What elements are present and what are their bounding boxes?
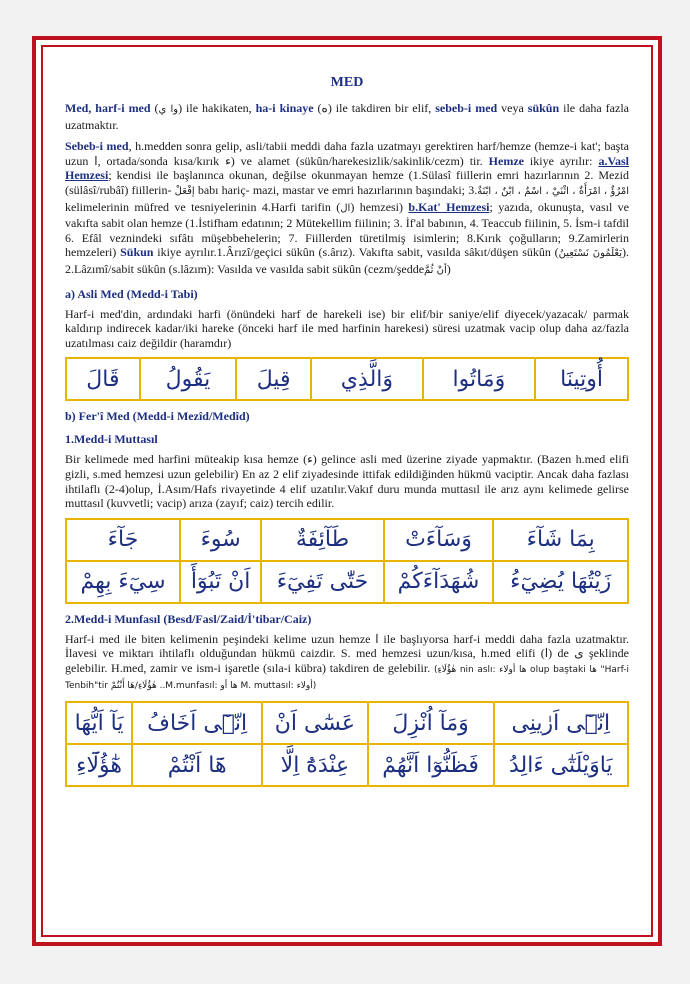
example-cell: يَاوَيْلَتٰٓى ءَالِدُ	[494, 744, 628, 786]
example-cell: قِيلَ	[236, 358, 311, 400]
example-cell: قَالَ	[66, 358, 140, 400]
munfasil-text	[65, 632, 629, 694]
table-row	[66, 519, 628, 561]
sebeb-text: ) hemzesi)	[350, 199, 409, 214]
sebeb-arabic: امْرُؤٌ ، امْرَأَةٌ ، اثْنَيْ ، اسْمٌ ، ابْنٌ ، ابْنَةٌ	[477, 185, 629, 197]
table-row	[66, 561, 628, 603]
muttasil-heading: 1.Medd-i Muttasıl	[65, 432, 158, 447]
example-cell: وَالَّذِي	[311, 358, 422, 400]
example-cell: وَمَآ اُنْزِلَ	[368, 702, 494, 744]
sukun-term: Sükun	[120, 245, 154, 260]
sebeb-arabic: أنْ ثُمَّ	[424, 264, 447, 276]
intro-term: sükûn	[527, 101, 560, 115]
intro-arabic: وا ي	[158, 104, 179, 115]
intro-text: veya	[497, 101, 528, 115]
section-a-heading: a) Asli Med (Medd-i Tabi)	[65, 286, 198, 301]
example-cell: عِنْدَهُٓ اِلَّا	[262, 744, 367, 786]
page-title: MED	[330, 75, 364, 90]
munfasil-text-main: Harf-i med ile biten kelimenin peşindeki kelime uzun hemze ا ile başlıyorsa harf-i meddi daha fazla uzatmaktır. İlavesi ve miktarı ihtilaflı olduğundan hükmü caizdir. S. med hemzesi uzun/kısa, h.med elifi (ا) de ى şeklinde gelebilir. H.med, zamir ve ism-i işaretle (sıla-i kübra) takdiren de gelebilir.	[65, 631, 630, 675]
munfasil-table	[65, 701, 629, 787]
kat-term: b.Kat' Hemzesi	[408, 199, 490, 214]
example-cell: اِنّٖٓى اَخَافُ	[132, 702, 262, 744]
sebeb-paragraph	[65, 139, 629, 278]
example-cell: يَقُولُ	[140, 358, 236, 400]
sebeb-text: kelimelerinin müfred ve tesniyelerinin 4.Harfi tarifin (	[65, 199, 341, 214]
page-frame	[32, 36, 662, 946]
table-row	[66, 744, 628, 786]
example-cell: وَسَآءَتْ	[384, 519, 494, 561]
sebeb-arabic: يَعْلَمُونَ نَسْتَعِينُ	[558, 248, 622, 260]
section-a-text: Harf-i med'din, ardındaki harfi (önündeki harf de harekeli ise) bir elif/bir saniye/elif diyecek/yazacak/ parmak kaldırıp indirecek kadar/iki hareke (önceki harf ile med harfinin harekesi) süresi uzatmak vacip olup daha az/fazla uzatılması caiz değildir (haramdır)	[65, 306, 629, 350]
intro-paragraph	[65, 101, 629, 132]
intro-term: Med, harf-i med	[65, 101, 151, 115]
example-cell: جَآءَ	[66, 519, 180, 561]
intro-term: ha-i kinaye	[255, 101, 314, 115]
sebeb-text: )	[446, 261, 451, 276]
intro-text: (ه) ile takdiren bir elif,	[313, 101, 436, 115]
intro-term: sebeb-i med	[435, 101, 498, 115]
page-content	[41, 45, 653, 937]
example-cell: سِيٓءَ بِهِمْ	[66, 561, 180, 603]
example-cell: سُوءَ	[180, 519, 261, 561]
sebeb-text: , h.medden sonra gelip, asli/tabii meddi daha fazla uzatmayı gerektiren harf/hemze (hemze-i kat'; başta uzun ا, ortada/sonda kısa/kırık ء) ve alamet (sükûn/harekesizlik/sakinlik/cezm) tir.	[65, 139, 630, 168]
example-cell: حَتّٰى تَفِيٓءَ	[261, 561, 383, 603]
sebeb-text: ). 2.Lâzımî/sabit sükûn (s.lâzım): Vasılda ve vasılda sabit sükûn (cezm/şedde	[65, 245, 629, 276]
intro-text: ) ile hakikaten,	[178, 101, 256, 115]
sebeb-text: ; yazıda, okunuşta, vasıl ve vakıfta sabit olan hemze (1.İstifham edatının; 2 Mütekellim fiilinin; 3. İf'al babının, 4. Teaccub fiilinin, 5. İsm-i tafdil 6. Efâl veznindeki sıfâtı müşebbehelerin; 7. Fiillerden türetilmiş isimlerin; 8.Kırık çoğulların; 9.Zamirlerin hemzeleri)	[65, 199, 630, 260]
sebeb-text: ; kendisi ile başlanınca okunan, değilse okunmayan hemze (1.Sülasî fiillerin emri hazırlarının 2. Mezid (sülâsî/rubâî) fiillerin-	[65, 168, 629, 197]
example-cell: طَآئِفَةٌ	[261, 519, 383, 561]
intro-text: ile daha fazla uzatmaktır.	[65, 101, 629, 132]
intro-text: (	[150, 101, 159, 115]
example-cell: اَنْ تَبُوٓأَ	[180, 561, 261, 603]
munfasil-text-note: (هٰؤُلَاءِ nin aslı: ها أولاء olup baştaki ها "Harf-i Tenbih"tir هٰؤُلَاءِ/هَا أَنْتُمْ ..M.munfasıl: ها أو M. muttasıl: أولاء)	[65, 664, 629, 692]
muttasil-table	[65, 518, 629, 604]
example-cell: هٰٓؤُلَٓاءِ	[66, 744, 132, 786]
munfasil-heading: 2.Medd-i Munfasıl (Besd/Fasl/Zaid/İ'tibar/Caiz)	[65, 611, 312, 626]
vasl-term: a.Vasl Hemzesi	[65, 153, 630, 183]
example-cell: أُوتِينَا	[535, 358, 628, 400]
example-cell: شُهَدَآءَكُمْ	[384, 561, 494, 603]
sebeb-text: ikiye ayrılır.1.Ârızî/geçici sükûn (s.ârız). Vakıfta sabit, vasılda sâkıt/düşen sükûn (	[153, 245, 559, 260]
sebeb-arabic: إفْعَلْ	[174, 185, 195, 197]
table-row	[66, 702, 628, 744]
sebeb-arabic: ال	[340, 202, 351, 214]
example-cell: يَآ اَيُّهَا	[66, 702, 132, 744]
example-cell: وَمَاتُوا	[423, 358, 535, 400]
sebeb-text: ikiye ayrılır:	[523, 153, 599, 168]
example-cell: زَيْتُهَا يُضِيٓءُ	[493, 561, 628, 603]
example-cell: بِمَا شَآءَ	[493, 519, 628, 561]
example-cell: فَظَنُّوٓا اَنَّهُمْ	[368, 744, 494, 786]
example-cell: عَسٰٓى اَنْ	[262, 702, 367, 744]
asli-med-table	[65, 357, 629, 401]
hemze-term: Hemze	[488, 153, 524, 168]
section-b-heading: b) Fer'î Med (Medd-i Mezîd/Medîd)	[65, 409, 250, 424]
table-row	[66, 358, 628, 400]
example-cell: اِنّٖٓى اَرٰينِى	[494, 702, 628, 744]
sebeb-text: babı hariç- mazi, mastar ve emri hazırlarının başındaki; 3.	[194, 182, 478, 197]
muttasil-text: Bir kelimede med harfini müteakip kısa hemze (ء) gelince asli med üzerine ziyade yapmaktır. (Bazen h.med elifi gizli, s.med hemzesi uzun gelebilir) En az 2 elif ziyadesinde ittifak edildiğinden hükmü vaciptir. Ancak daha fazlası ihtilaflı (2-4)olup, İ.Asım/Hafs rivayetinde 4 elif uzatılır.Vakıf duru munda muttasıl ile arız aynı kelimede gelirse muttasıl (kuvvetli; vacip) arıza (zayıf; caiz) tercih edilir.	[65, 452, 629, 511]
example-cell: هَٓا اَنْتُمْ	[132, 744, 262, 786]
sebeb-term: Sebeb-i med	[65, 139, 129, 154]
